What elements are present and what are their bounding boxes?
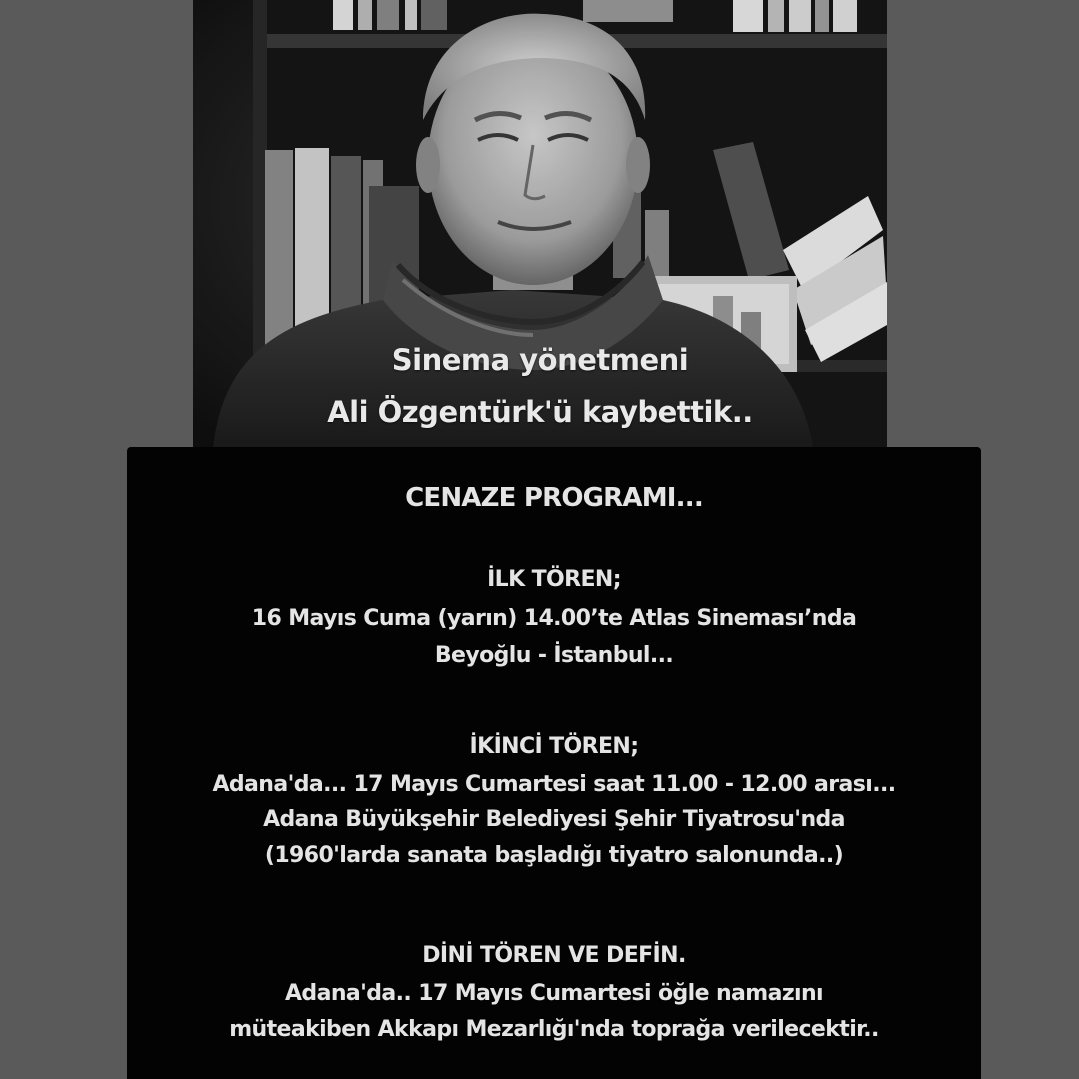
third-ceremony-line-1: Adana'da.. 17 Mayıs Cumartesi öğle namazını [285,981,823,1006]
program-title: CENAZE PROGRAMI... [405,483,703,513]
headline-line-1: Sinema yönetmeni [391,343,689,377]
first-ceremony-line-2: Beyoğlu - İstanbul... [434,643,674,668]
portrait-illustration [193,0,887,448]
headline-line-2: Ali Özgentürk'ü kaybettik.. [327,395,753,429]
second-ceremony-heading: İKİNCİ TÖREN; [469,734,639,759]
third-ceremony-heading: DİNİ TÖREN VE DEFİN. [422,943,686,968]
first-ceremony-line-1: 16 Mayıs Cuma (yarın) 14.00’te Atlas Sineması’nda [251,606,857,631]
second-ceremony-line-1: Adana'da... 17 Mayıs Cumartesi saat 11.00 - 12.00 arası... [212,772,896,797]
portrait-photo [193,0,887,448]
first-ceremony-heading: İLK TÖREN; [487,567,621,592]
third-ceremony-line-2: müteakiben Akkapı Mezarlığı'nda toprağa verilecektir.. [229,1017,879,1042]
second-ceremony-line-2: Adana Büyükşehir Belediyesi Şehir Tiyatrosu'nda [263,807,845,832]
second-ceremony-line-3: (1960'larda sanata başladığı tiyatro salonunda..) [264,843,844,868]
funeral-program-panel [127,447,981,1079]
